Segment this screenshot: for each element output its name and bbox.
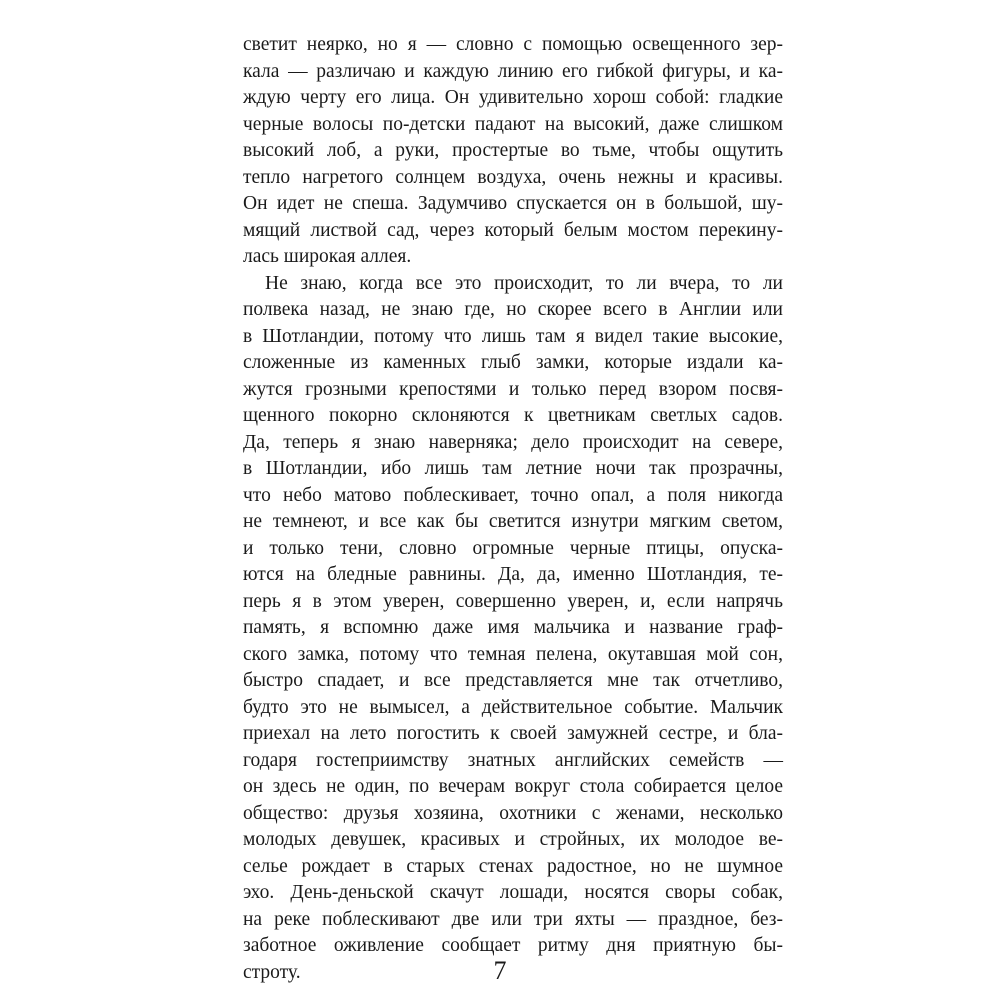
text-line: заботное оживление сообщает ритму дня приятную бы- — [243, 935, 783, 956]
text-line: ждую черту его лица. Он удивительно хорош собой: гладкие — [243, 87, 783, 108]
text-line: быстро спадает, и все представляется мне так отчетливо, — [243, 670, 783, 691]
text-line: полвека назад, не знаю где, но скорее всего в Англии или — [243, 299, 783, 320]
paragraph-end-line: строту. — [243, 961, 301, 983]
text-line: Он идет не спеша. Задумчиво спускается он в большой, шу- — [243, 193, 783, 214]
text-line: в Шотландии, ибо лишь там летние ночи так прозрачны, — [243, 458, 783, 479]
paragraph-first-line: Не знаю, когда все это происходит, то ли вчера, то ли — [265, 272, 783, 294]
text-line: что небо матово поблескивает, точно опал, а поля никогда — [243, 484, 783, 506]
text-line: высокий лоб, а руки, простертые во тьме, чтобы ощутить — [243, 140, 783, 161]
text-line: светит неярко, но я — словно с помощью освещенного зер- — [243, 34, 783, 55]
text-line: и только тени, словно огромные черные птицы, опуска- — [243, 537, 783, 559]
text-line: жутся грозными крепостями и только перед взором посвя- — [243, 378, 783, 400]
text-line: ского замка, потому что темная пелена, окутавшая мой сон, — [243, 643, 783, 665]
text-line: не темнеют, и все как бы светится изнутри мягким светом, — [243, 511, 783, 532]
text-line: в Шотландии, потому что лишь там я видел такие высокие, — [243, 325, 783, 347]
text-line: общество: друзья хозяина, охотники с женами, несколько — [243, 802, 783, 824]
text-line: эхо. День-деньской скачут лошади, носятся своры собак, — [243, 882, 783, 903]
text-line: селье рождает в старых стенах радостное, но не шумное — [243, 855, 783, 877]
text-line: ются на бледные равнины. Да, да, именно Шотландия, те- — [243, 564, 783, 585]
text-line: будто это не вымысел, а действительное событие. Мальчик — [243, 696, 783, 718]
body-text — [243, 32, 783, 986]
text-line: молодых девушек, красивых и стройных, их молодое ве- — [243, 829, 783, 850]
text-line: черные волосы по-детски падают на высокий, даже слишком — [243, 113, 783, 135]
text-line: он здесь не один, по вечерам вокруг стола собирается целое — [243, 776, 783, 797]
text-line: тепло нагретого солнцем воздуха, очень нежны и красивы. — [243, 166, 783, 188]
text-line: на реке поблескивают две или три яхты — праздное, без- — [243, 908, 783, 930]
text-line: сложенные из каменных глыб замки, которые издали ка- — [243, 352, 783, 373]
text-line: щенного покорно склоняются к цветникам светлых садов. — [243, 405, 783, 426]
page-number: 7 — [493, 956, 507, 985]
text-line: память, я вспомню даже имя мальчика и название граф- — [243, 617, 783, 638]
text-line: годаря гостеприимству знатных английских семейств — — [243, 749, 783, 771]
text-line: кала — различаю и каждую линию его гибкой фигуры, и ка- — [243, 60, 783, 82]
paragraph-end-line: лась широкая аллея. — [243, 246, 412, 267]
text-line: мящий листвой сад, через который белым мостом перекину- — [243, 219, 783, 241]
text-line: Да, теперь я знаю наверняка; дело происходит на севере, — [243, 431, 783, 453]
text-line: перь я в этом уверен, совершенно уверен, и, если напрячь — [243, 590, 783, 612]
text-line: приехал на лето погостить к своей замужней сестре, и бла- — [243, 723, 783, 744]
